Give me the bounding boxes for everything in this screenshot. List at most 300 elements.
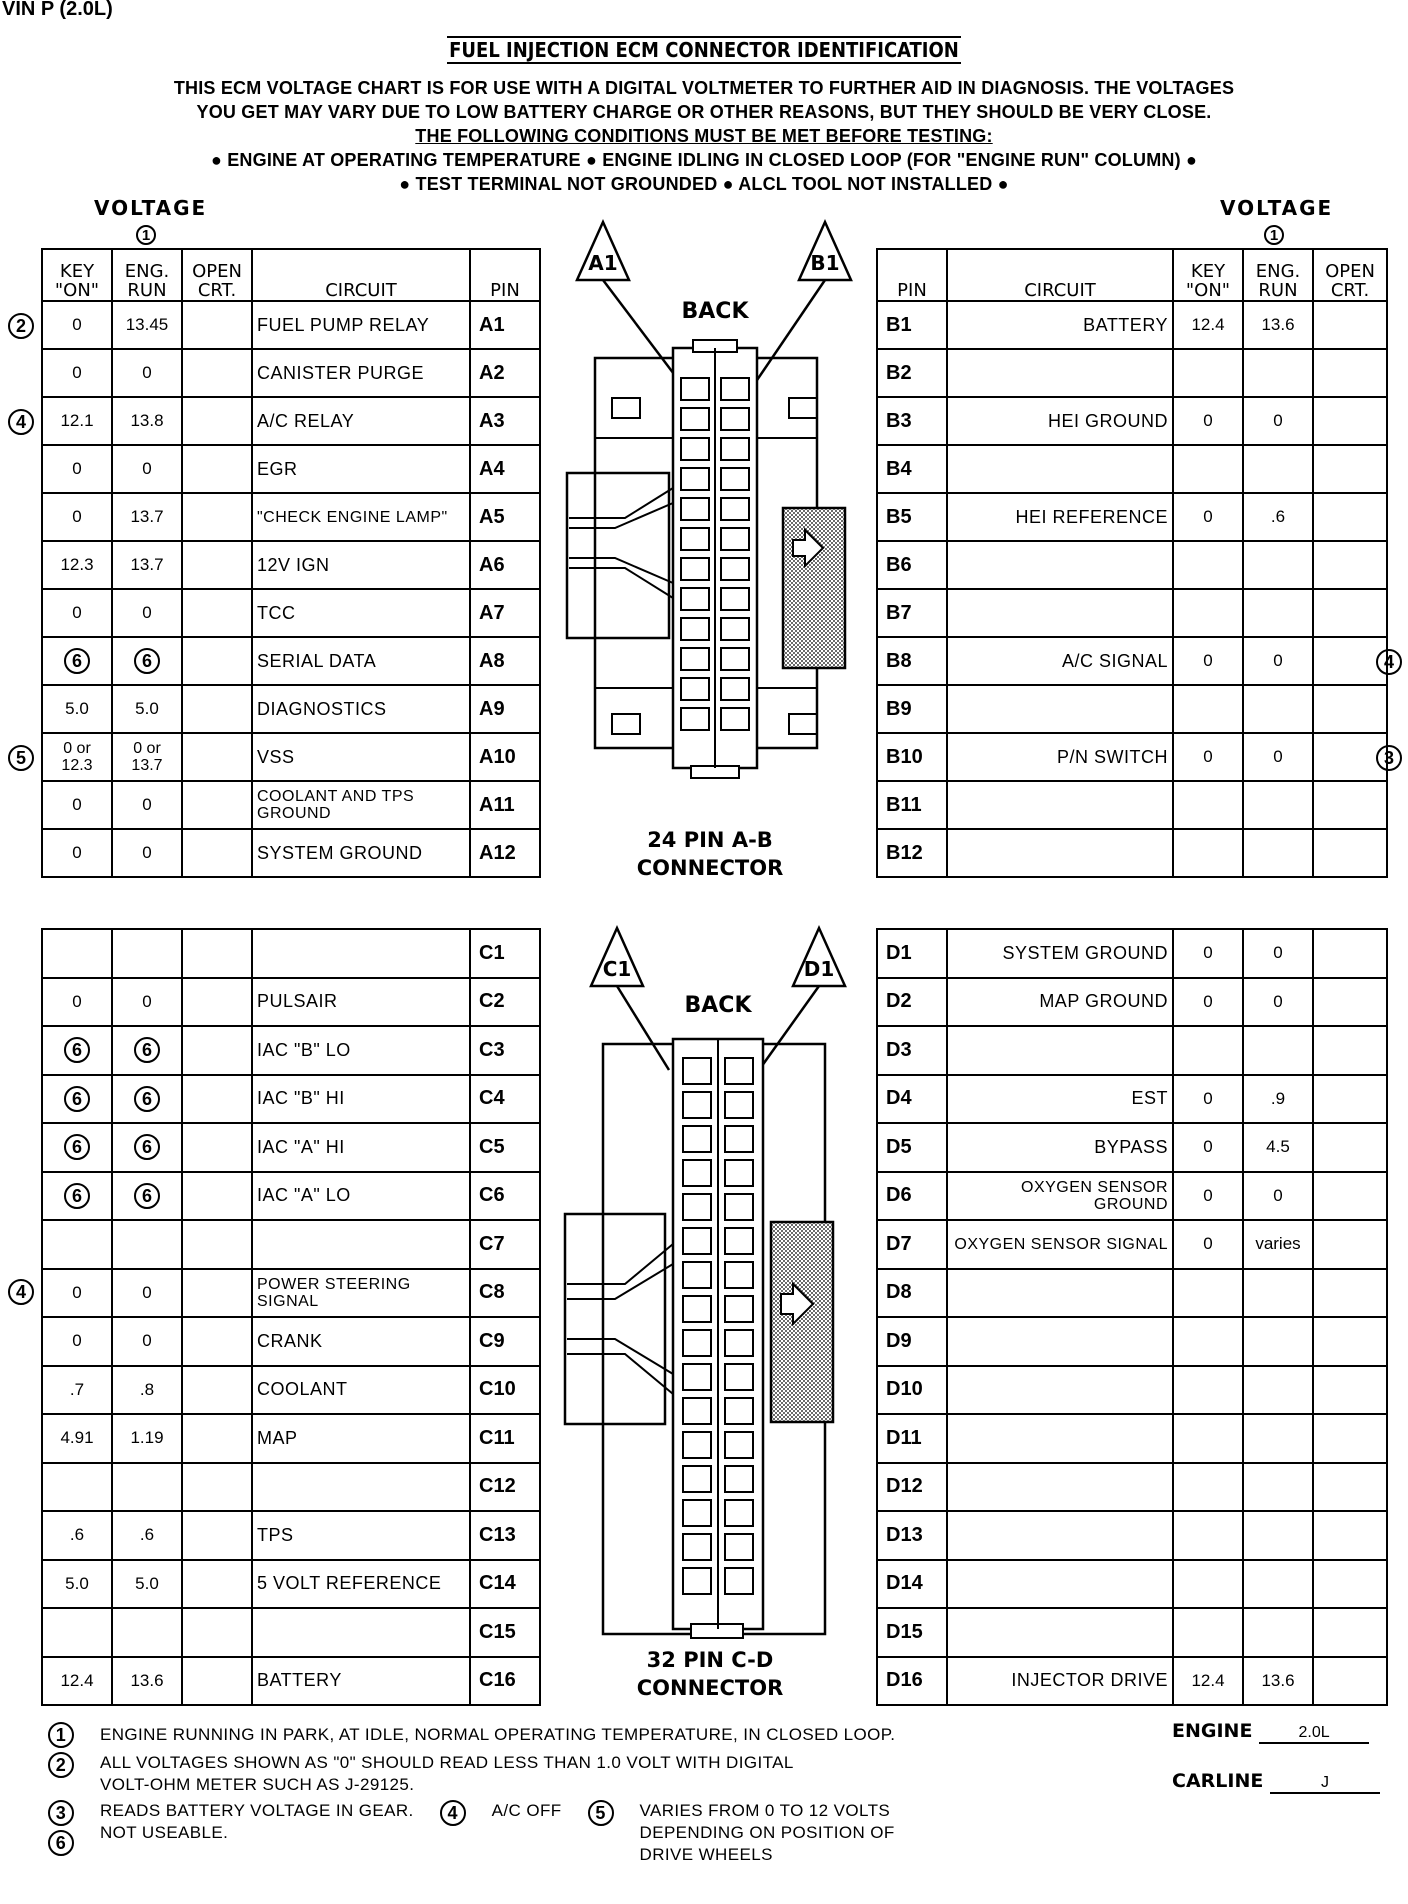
note-5-marker: 5 <box>588 1800 614 1826</box>
svg-text:A1: A1 <box>588 251 618 275</box>
key-on-value: 4.91 <box>42 1414 112 1463</box>
table-row <box>877 1463 1387 1512</box>
footnote-3: READS BATTERY VOLTAGE IN GEAR. <box>100 1801 414 1820</box>
eng-run-value: 0 <box>1243 978 1313 1027</box>
circuit-name: SYSTEM GROUND <box>252 829 470 877</box>
pin-id: D11 <box>877 1414 947 1463</box>
circuit-name: 12V IGN <box>252 541 470 589</box>
carline-field: CARLINE J <box>1172 1770 1380 1794</box>
circuit-name <box>947 1366 1173 1415</box>
open-crt-value <box>182 1511 252 1560</box>
circuit-name <box>947 1560 1173 1609</box>
key-on-value: .6 <box>42 1511 112 1560</box>
connector-pin <box>725 1568 753 1594</box>
note-marker: 6 <box>64 1134 90 1160</box>
pin-id: C9 <box>470 1317 540 1366</box>
note-1-marker-left: 1 <box>136 225 156 245</box>
pin-id: A4 <box>470 445 540 493</box>
pin-id: C1 <box>470 929 540 978</box>
pin-id: C14 <box>470 1560 540 1609</box>
side-note-marker: 2 <box>8 313 34 339</box>
pin-id: D8 <box>877 1269 947 1318</box>
header-open-crt: OPEN CRT. <box>182 249 252 301</box>
header-eng-run: ENG. RUN <box>112 249 182 301</box>
pin-id: C16 <box>470 1657 540 1706</box>
circuit-name <box>947 445 1173 493</box>
key-on-value: .7 <box>42 1366 112 1415</box>
side-note-marker: 3 <box>1376 745 1402 771</box>
pin-id: A3 <box>470 397 540 445</box>
connector-pin <box>725 1466 753 1492</box>
pin-id: B10 <box>877 733 947 781</box>
circuit-name: IAC "A" LO <box>252 1172 470 1221</box>
open-crt-value <box>1313 685 1387 733</box>
open-crt-value <box>182 637 252 685</box>
table-row <box>42 349 540 397</box>
footnote-1: ENGINE RUNNING IN PARK, AT IDLE, NORMAL OPERATING TEMPERATURE, IN CLOSED LOOP. <box>100 1725 896 1744</box>
connector-pin <box>683 1092 711 1118</box>
engine-field: ENGINE 2.0L <box>1172 1720 1369 1744</box>
eng-run-value: 1.19 <box>112 1414 182 1463</box>
eng-run-value: 13.6 <box>1243 301 1313 349</box>
circuit-name <box>252 1220 470 1269</box>
table-row <box>42 1366 540 1415</box>
connector-pin <box>681 558 709 580</box>
connector-pin <box>683 1160 711 1186</box>
eng-run-value <box>1243 589 1313 637</box>
open-crt-value <box>1313 1172 1387 1221</box>
key-on-value: 0 <box>1173 397 1243 445</box>
table-row <box>42 1269 540 1318</box>
eng-run-value: 0 <box>1243 637 1313 685</box>
pin-id: D6 <box>877 1172 947 1221</box>
pin-id: B4 <box>877 445 947 493</box>
open-crt-value <box>182 301 252 349</box>
table-row <box>42 445 540 493</box>
footnote-4: A/C OFF <box>491 1801 562 1820</box>
table-row <box>877 1414 1387 1463</box>
circuit-name: FUEL PUMP RELAY <box>252 301 470 349</box>
eng-run-value <box>1243 349 1313 397</box>
circuit-name: POWER STEERING SIGNAL <box>252 1269 470 1318</box>
eng-run-value: 13.8 <box>112 397 182 445</box>
open-crt-value <box>1313 1511 1387 1560</box>
connector-pin <box>683 1262 711 1288</box>
connector-pin <box>725 1058 753 1084</box>
table-row <box>42 1511 540 1560</box>
header-pin: PIN <box>470 249 540 301</box>
key-on-value: 5.0 <box>42 685 112 733</box>
eng-run-value: .6 <box>1243 493 1313 541</box>
open-crt-value <box>182 397 252 445</box>
connector-pin <box>725 1160 753 1186</box>
circuit-name <box>947 1317 1173 1366</box>
open-crt-value <box>182 1075 252 1124</box>
open-crt-value <box>182 829 252 877</box>
pin-id: D7 <box>877 1220 947 1269</box>
header-key-on: KEY "ON" <box>42 249 112 301</box>
eng-run-value <box>1243 1414 1313 1463</box>
eng-run-value: .9 <box>1243 1075 1313 1124</box>
open-crt-value <box>1313 978 1387 1027</box>
key-on-value: 0 <box>42 781 112 829</box>
eng-run-value <box>1243 1511 1313 1560</box>
eng-run-value: 0 <box>1243 1172 1313 1221</box>
connector-pin <box>683 1058 711 1084</box>
connector-pin <box>725 1126 753 1152</box>
pin-id: D2 <box>877 978 947 1027</box>
pin-id: A5 <box>470 493 540 541</box>
open-crt-value <box>182 1366 252 1415</box>
pin-id: D3 <box>877 1026 947 1075</box>
open-crt-value <box>1313 1269 1387 1318</box>
key-on-value: 0 <box>1173 637 1243 685</box>
open-crt-value <box>182 1220 252 1269</box>
connector-pin <box>683 1194 711 1220</box>
circuit-name: P/N SWITCH <box>947 733 1173 781</box>
connector-pin <box>683 1228 711 1254</box>
voltage-label-right: VOLTAGE <box>1220 196 1334 220</box>
key-on-value <box>42 637 112 685</box>
circuit-name: DIAGNOSTICS <box>252 685 470 733</box>
open-crt-value <box>1313 1366 1387 1415</box>
pin-id: B1 <box>877 301 947 349</box>
connector-pin <box>721 558 749 580</box>
table-row <box>877 781 1387 829</box>
open-crt-value <box>1313 493 1387 541</box>
table-row <box>42 1026 540 1075</box>
header-eng-run: ENG. RUN <box>1243 249 1313 301</box>
key-on-value: 0 <box>1173 978 1243 1027</box>
table-row <box>877 1317 1387 1366</box>
pin-id: A1 <box>470 301 540 349</box>
connector-pin <box>725 1364 753 1390</box>
table-row <box>42 1414 540 1463</box>
key-on-value <box>1173 1026 1243 1075</box>
pin-id: B7 <box>877 589 947 637</box>
vin-label: VIN P (2.0L) <box>2 0 113 20</box>
circuit-name: CANISTER PURGE <box>252 349 470 397</box>
pin-id: C15 <box>470 1608 540 1657</box>
eng-run-value: 0 <box>112 978 182 1027</box>
back-label: BACK <box>681 299 749 324</box>
header-circuit: CIRCUIT <box>947 249 1173 301</box>
note-marker: 6 <box>64 1037 90 1063</box>
open-crt-value <box>182 493 252 541</box>
circuit-name <box>947 1269 1173 1318</box>
table-row <box>877 349 1387 397</box>
circuit-name <box>947 349 1173 397</box>
table-row <box>42 978 540 1027</box>
circuit-name: OXYGEN SENSOR GROUND <box>947 1172 1173 1221</box>
key-on-value: 0 or 12.3 <box>42 733 112 781</box>
eng-run-value <box>1243 685 1313 733</box>
table-row <box>877 1123 1387 1172</box>
eng-run-value: 13.7 <box>112 493 182 541</box>
pin-id: D14 <box>877 1560 947 1609</box>
key-on-value: 0 <box>1173 1123 1243 1172</box>
table-row <box>42 1172 540 1221</box>
circuit-name <box>252 1608 470 1657</box>
header-circuit: CIRCUIT <box>252 249 470 301</box>
key-on-value: 0 <box>42 301 112 349</box>
eng-run-value: 0 <box>1243 397 1313 445</box>
pin-id: D9 <box>877 1317 947 1366</box>
eng-run-value: 0 <box>112 1269 182 1318</box>
table-row <box>877 397 1387 445</box>
pin-id: A10 <box>470 733 540 781</box>
table-row <box>877 445 1387 493</box>
connector-pin <box>683 1398 711 1424</box>
open-crt-value <box>182 685 252 733</box>
connector-pin <box>721 678 749 700</box>
pin-id: D13 <box>877 1511 947 1560</box>
connector-pin <box>725 1432 753 1458</box>
table-row <box>877 1657 1387 1706</box>
table-row <box>877 1366 1387 1415</box>
note-marker: 6 <box>134 648 160 674</box>
key-on-value <box>1173 349 1243 397</box>
circuit-name <box>947 1026 1173 1075</box>
eng-run-value: 0 <box>112 829 182 877</box>
connector-pin <box>683 1466 711 1492</box>
circuit-name: IAC "B" HI <box>252 1075 470 1124</box>
connector-pin <box>681 708 709 730</box>
eng-run-value <box>1243 781 1313 829</box>
open-crt-value <box>1313 1657 1387 1706</box>
open-crt-value <box>182 929 252 978</box>
open-crt-value <box>182 589 252 637</box>
eng-run-value: 0 <box>112 1317 182 1366</box>
eng-run-value: 0 or 13.7 <box>112 733 182 781</box>
circuit-name: COOLANT AND TPS GROUND <box>252 781 470 829</box>
key-on-value: 0 <box>1173 493 1243 541</box>
circuit-name: SYSTEM GROUND <box>947 929 1173 978</box>
open-crt-value <box>182 733 252 781</box>
key-on-value: 0 <box>1173 733 1243 781</box>
header-open-crt: OPEN CRT. <box>1313 249 1387 301</box>
connector-pin <box>721 498 749 520</box>
open-crt-value <box>1313 301 1387 349</box>
table-row <box>877 1608 1387 1657</box>
key-on-value: 0 <box>1173 929 1243 978</box>
key-on-value <box>1173 589 1243 637</box>
circuit-name: IAC "A" HI <box>252 1123 470 1172</box>
key-on-value <box>1173 1511 1243 1560</box>
open-crt-value <box>1313 929 1387 978</box>
pin-id: A9 <box>470 685 540 733</box>
pin-id: A8 <box>470 637 540 685</box>
connector-pin <box>681 618 709 640</box>
table-row <box>42 1560 540 1609</box>
eng-run-value <box>112 1123 182 1172</box>
note-marker: 6 <box>64 1183 90 1209</box>
open-crt-value <box>1313 781 1387 829</box>
key-on-value <box>1173 1414 1243 1463</box>
key-on-value <box>42 1463 112 1512</box>
table-row <box>42 397 540 445</box>
open-crt-value <box>182 1269 252 1318</box>
key-on-value: 0 <box>1173 1220 1243 1269</box>
key-on-value <box>1173 1608 1243 1657</box>
note-3-marker: 3 <box>48 1800 74 1826</box>
key-on-value <box>1173 1560 1243 1609</box>
eng-run-value <box>112 1220 182 1269</box>
open-crt-value <box>182 1608 252 1657</box>
circuit-name: COOLANT <box>252 1366 470 1415</box>
eng-run-value <box>1243 1463 1313 1512</box>
circuit-name <box>947 781 1173 829</box>
pin-id: D1 <box>877 929 947 978</box>
pin-id: C11 <box>470 1414 540 1463</box>
note-2-marker: 2 <box>48 1752 74 1778</box>
key-on-value <box>42 1220 112 1269</box>
open-crt-value <box>182 1657 252 1706</box>
eng-run-value <box>112 1172 182 1221</box>
table-row <box>42 493 540 541</box>
table-row <box>42 1608 540 1657</box>
table-row <box>877 978 1387 1027</box>
note-marker: 6 <box>134 1086 160 1112</box>
connector-pin <box>721 648 749 670</box>
key-on-value <box>1173 781 1243 829</box>
circuit-name: MAP <box>252 1414 470 1463</box>
svg-text:B1: B1 <box>810 251 840 275</box>
eng-run-value <box>112 1026 182 1075</box>
eng-run-value <box>1243 1026 1313 1075</box>
eng-run-value: 0 <box>112 349 182 397</box>
connector-pin <box>725 1092 753 1118</box>
key-on-value: 5.0 <box>42 1560 112 1609</box>
table-row <box>42 929 540 978</box>
connector-pin <box>725 1500 753 1526</box>
eng-run-value <box>1243 1317 1313 1366</box>
connector-pin <box>725 1534 753 1560</box>
pin-id: C7 <box>470 1220 540 1269</box>
eng-run-value <box>1243 1608 1313 1657</box>
connector-pin <box>721 468 749 490</box>
pin-id: A6 <box>470 541 540 589</box>
open-crt-value <box>1313 1608 1387 1657</box>
circuit-name: CRANK <box>252 1317 470 1366</box>
voltage-label-left: VOLTAGE <box>94 196 208 220</box>
connector-pin <box>721 408 749 430</box>
open-crt-value <box>182 1463 252 1512</box>
eng-run-value: 13.7 <box>112 541 182 589</box>
connector-pin <box>721 528 749 550</box>
pin-id: A2 <box>470 349 540 397</box>
note-marker: 6 <box>64 1086 90 1112</box>
svg-text:BACK: BACK <box>684 993 752 1018</box>
circuit-name: A/C RELAY <box>252 397 470 445</box>
note-6-marker: 6 <box>48 1830 74 1856</box>
key-on-value <box>42 1026 112 1075</box>
table-row <box>877 685 1387 733</box>
table-row <box>877 493 1387 541</box>
open-crt-value <box>1313 829 1387 877</box>
eng-run-value <box>1243 1560 1313 1609</box>
eng-run-value <box>1243 1269 1313 1318</box>
pin-id: B8 <box>877 637 947 685</box>
eng-run-value <box>1243 541 1313 589</box>
circuit-name: INJECTOR DRIVE <box>947 1657 1173 1706</box>
eng-run-value: 13.45 <box>112 301 182 349</box>
open-crt-value <box>1313 1123 1387 1172</box>
connector-pin <box>681 468 709 490</box>
eng-run-value: 0 <box>112 589 182 637</box>
connector-ab-diagram <box>555 218 865 818</box>
open-crt-value <box>182 1317 252 1366</box>
pin-id: C5 <box>470 1123 540 1172</box>
connector-pin <box>681 408 709 430</box>
note-marker: 6 <box>64 648 90 674</box>
connector-pin <box>681 678 709 700</box>
connector-pin <box>683 1534 711 1560</box>
footnote-6: NOT USEABLE. <box>100 1823 229 1842</box>
open-crt-value <box>1313 589 1387 637</box>
connector-pin <box>683 1330 711 1356</box>
key-on-value: 12.3 <box>42 541 112 589</box>
table-d <box>876 928 1388 1706</box>
pin-id: B3 <box>877 397 947 445</box>
circuit-name: TCC <box>252 589 470 637</box>
eng-run-value: 13.6 <box>1243 1657 1313 1706</box>
key-on-value: 12.1 <box>42 397 112 445</box>
pin-id: B6 <box>877 541 947 589</box>
key-on-value <box>1173 1317 1243 1366</box>
eng-run-value: 0 <box>1243 733 1313 781</box>
circuit-name <box>947 541 1173 589</box>
circuit-name <box>252 1463 470 1512</box>
key-on-value: 0 <box>42 445 112 493</box>
connector-pin <box>683 1296 711 1322</box>
pin-id: A12 <box>470 829 540 877</box>
key-on-value: 0 <box>42 1317 112 1366</box>
key-on-value <box>1173 1269 1243 1318</box>
table-row <box>42 1317 540 1366</box>
circuit-name: "CHECK ENGINE LAMP" <box>252 493 470 541</box>
svg-text:C1: C1 <box>602 957 632 981</box>
connector-pin <box>681 438 709 460</box>
open-crt-value <box>1313 397 1387 445</box>
circuit-name: MAP GROUND <box>947 978 1173 1027</box>
circuit-name <box>947 1511 1173 1560</box>
table-b <box>876 248 1388 878</box>
eng-run-value <box>1243 829 1313 877</box>
table-a <box>41 248 541 878</box>
key-on-value: 0 <box>42 493 112 541</box>
circuit-name: PULSAIR <box>252 978 470 1027</box>
eng-run-value: .6 <box>112 1511 182 1560</box>
key-on-value <box>1173 829 1243 877</box>
eng-run-value: 13.6 <box>112 1657 182 1706</box>
connector-pin <box>681 588 709 610</box>
circuit-name: IAC "B" LO <box>252 1026 470 1075</box>
table-row <box>42 301 540 349</box>
pin-id: B12 <box>877 829 947 877</box>
circuit-name: BYPASS <box>947 1123 1173 1172</box>
circuit-name: A/C SIGNAL <box>947 637 1173 685</box>
eng-run-value <box>112 1075 182 1124</box>
table-row <box>42 1657 540 1706</box>
pin-id: B2 <box>877 349 947 397</box>
open-crt-value <box>1313 1414 1387 1463</box>
pin-id: B9 <box>877 685 947 733</box>
circuit-name: TPS <box>252 1511 470 1560</box>
note-1-marker: 1 <box>48 1722 74 1748</box>
circuit-name: BATTERY <box>252 1657 470 1706</box>
connector-pin <box>683 1126 711 1152</box>
